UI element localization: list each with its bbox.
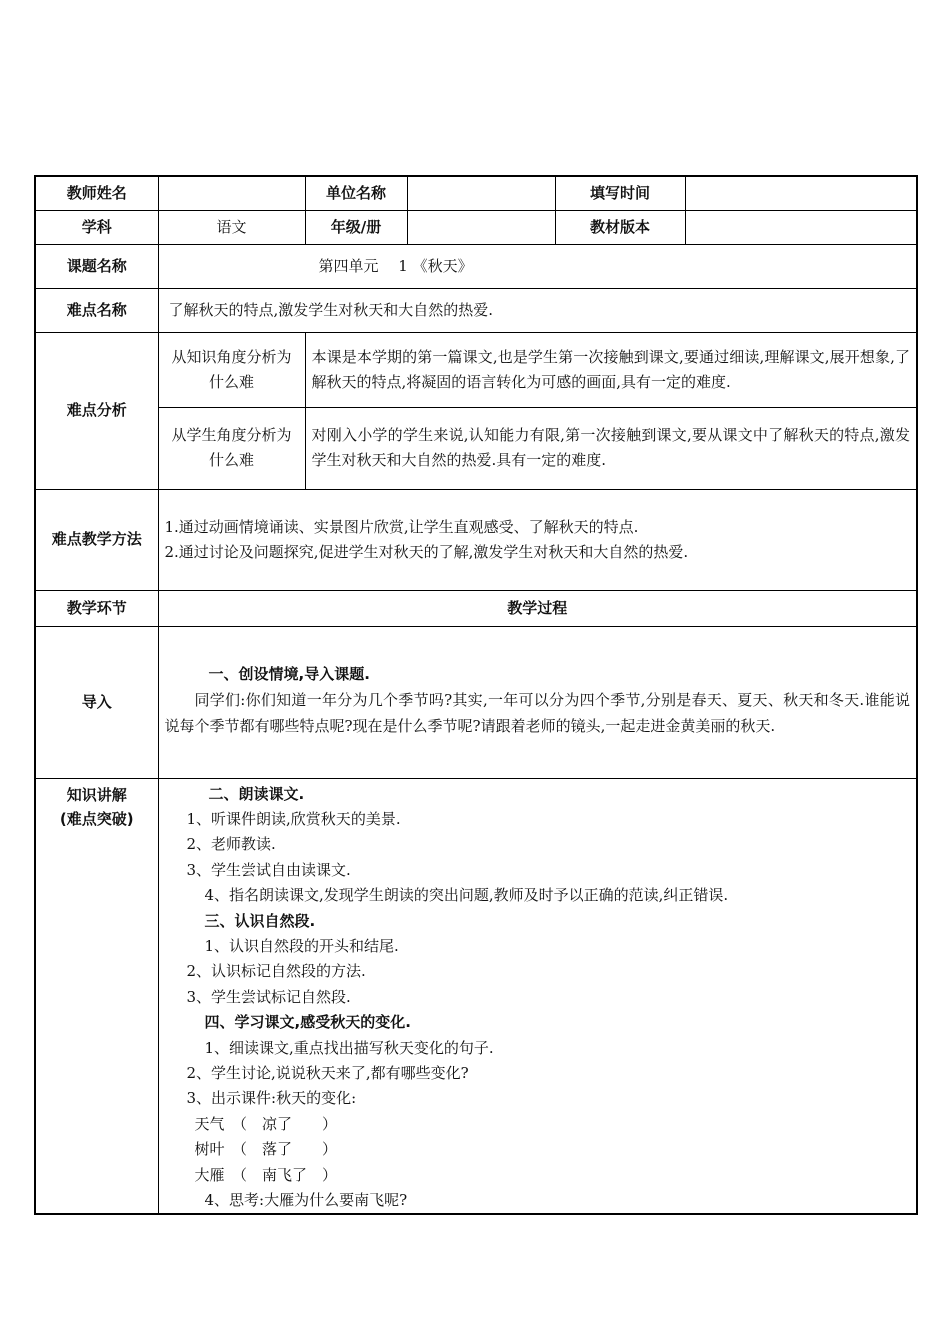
knowledge-label	[35, 778, 158, 1214]
intro-label: 导入	[35, 626, 158, 778]
time-label: 填写时间	[555, 176, 685, 210]
change-geese: 大雁 （ 南飞了 ）	[194, 1165, 338, 1184]
method-line-1: 1.通过动画情境诵读、实景图片欣赏,让学生直观感受、了解秋天的特点.	[164, 517, 639, 536]
method-line-2: 2.通过讨论及问题探究,促进学生对秋天的了解,激发学生对秋天和大自然的热爱.	[164, 542, 689, 561]
grade-value	[407, 210, 555, 244]
method-content	[158, 489, 917, 590]
stage-label: 教学环节	[35, 590, 158, 626]
knowledge-item: 2、学生讨论,说说秋天来了,都有哪些变化?	[186, 1063, 469, 1082]
subject-value: 语文	[158, 210, 305, 244]
method-row	[35, 489, 917, 590]
subject-label: 学科	[35, 210, 158, 244]
topic-label: 课题名称	[35, 244, 158, 288]
knowledge-item: 1、听课件朗读,欣赏秋天的美景.	[186, 809, 401, 828]
difficulty-value: 了解秋天的特点,激发学生对秋天和大自然的热爱.	[158, 288, 917, 332]
method-label: 难点教学方法	[35, 489, 158, 590]
change-weather: 天气 （ 凉了 ）	[194, 1114, 338, 1133]
knowledge-item: 4、指名朗读课文,发现学生朗读的突出问题,教师及时予以正确的范读,纠正错误.	[204, 886, 729, 905]
edition-value	[685, 210, 917, 244]
section-heading-2: 二、朗读课文.	[208, 784, 305, 803]
knowledge-angle-label: 从知识角度分析为什么难	[158, 332, 305, 407]
knowledge-item: 4、思考:大雁为什么要南飞呢?	[204, 1191, 408, 1209]
intro-heading: 一、创设情境,导入课题.	[208, 664, 370, 683]
knowledge-item: 1、认识自然段的开头和结尾.	[204, 936, 399, 955]
analysis-label: 难点分析	[35, 332, 158, 489]
knowledge-angle-text: 本课是本学期的第一篇课文,也是学生第一次接触到课文,要通过细读,理解课文,展开想象,了解秋天的特点,将凝固的语言转化为可感的画面,具有一定的难度.	[305, 332, 917, 407]
process-header-row	[35, 590, 917, 626]
difficulty-label: 难点名称	[35, 288, 158, 332]
time-value	[685, 176, 917, 210]
knowledge-label-line-1: 知识讲解	[66, 785, 127, 804]
student-angle-label: 从学生角度分析为什么难	[158, 407, 305, 489]
student-angle-text: 对刚入小学的学生来说,认知能力有限,第一次接触到课文,要从课文中了解秋天的特点,激发学生对秋天和大自然的热爱.具有一定的难度.	[305, 407, 917, 489]
unit-label: 单位名称	[305, 176, 407, 210]
knowledge-row	[35, 778, 917, 1214]
header-row-2	[35, 210, 917, 244]
topic-row	[35, 244, 917, 288]
grade-label: 年级/册	[305, 210, 407, 244]
knowledge-item: 3、出示课件:秋天的变化:	[186, 1089, 357, 1108]
knowledge-item: 2、老师教读.	[186, 835, 276, 854]
knowledge-item: 1、细读课文,重点找出描写秋天变化的句子.	[204, 1038, 494, 1057]
intro-text: 同学们:你们知道一年分为几个季节吗?其实,一年可以分为四个季节,分别是春天、夏天、秋天和冬天.谁能说说每个季节都有哪些特点呢?现在是什么季节呢?请跟着老师的镜头,一起走进金黄美丽的秋天.	[164, 690, 910, 735]
unit-value	[407, 176, 555, 210]
topic-value: 第四单元 1 《秋天》	[158, 244, 917, 288]
change-leaves: 树叶 （ 落了 ）	[194, 1140, 338, 1159]
section-heading-3: 三、认识自然段.	[204, 911, 316, 930]
analysis-row-knowledge	[35, 332, 917, 407]
analysis-row-student	[35, 407, 917, 489]
intro-content	[158, 626, 917, 778]
section-heading-4: 四、学习课文,感受秋天的变化.	[204, 1013, 411, 1032]
process-label: 教学过程	[158, 590, 917, 626]
knowledge-label-line-2: (难点突破)	[59, 809, 134, 828]
knowledge-content	[158, 778, 917, 1214]
header-row-1	[35, 176, 917, 210]
teacher-label: 教师姓名	[35, 176, 158, 210]
knowledge-item: 3、学生尝试标记自然段.	[186, 987, 351, 1006]
knowledge-item: 2、认识标记自然段的方法.	[186, 962, 366, 981]
difficulty-row	[35, 288, 917, 332]
knowledge-item: 3、学生尝试自由读课文.	[186, 860, 351, 879]
lesson-plan-table	[34, 175, 918, 1215]
edition-label: 教材版本	[555, 210, 685, 244]
intro-row	[35, 626, 917, 778]
teacher-value	[158, 176, 305, 210]
